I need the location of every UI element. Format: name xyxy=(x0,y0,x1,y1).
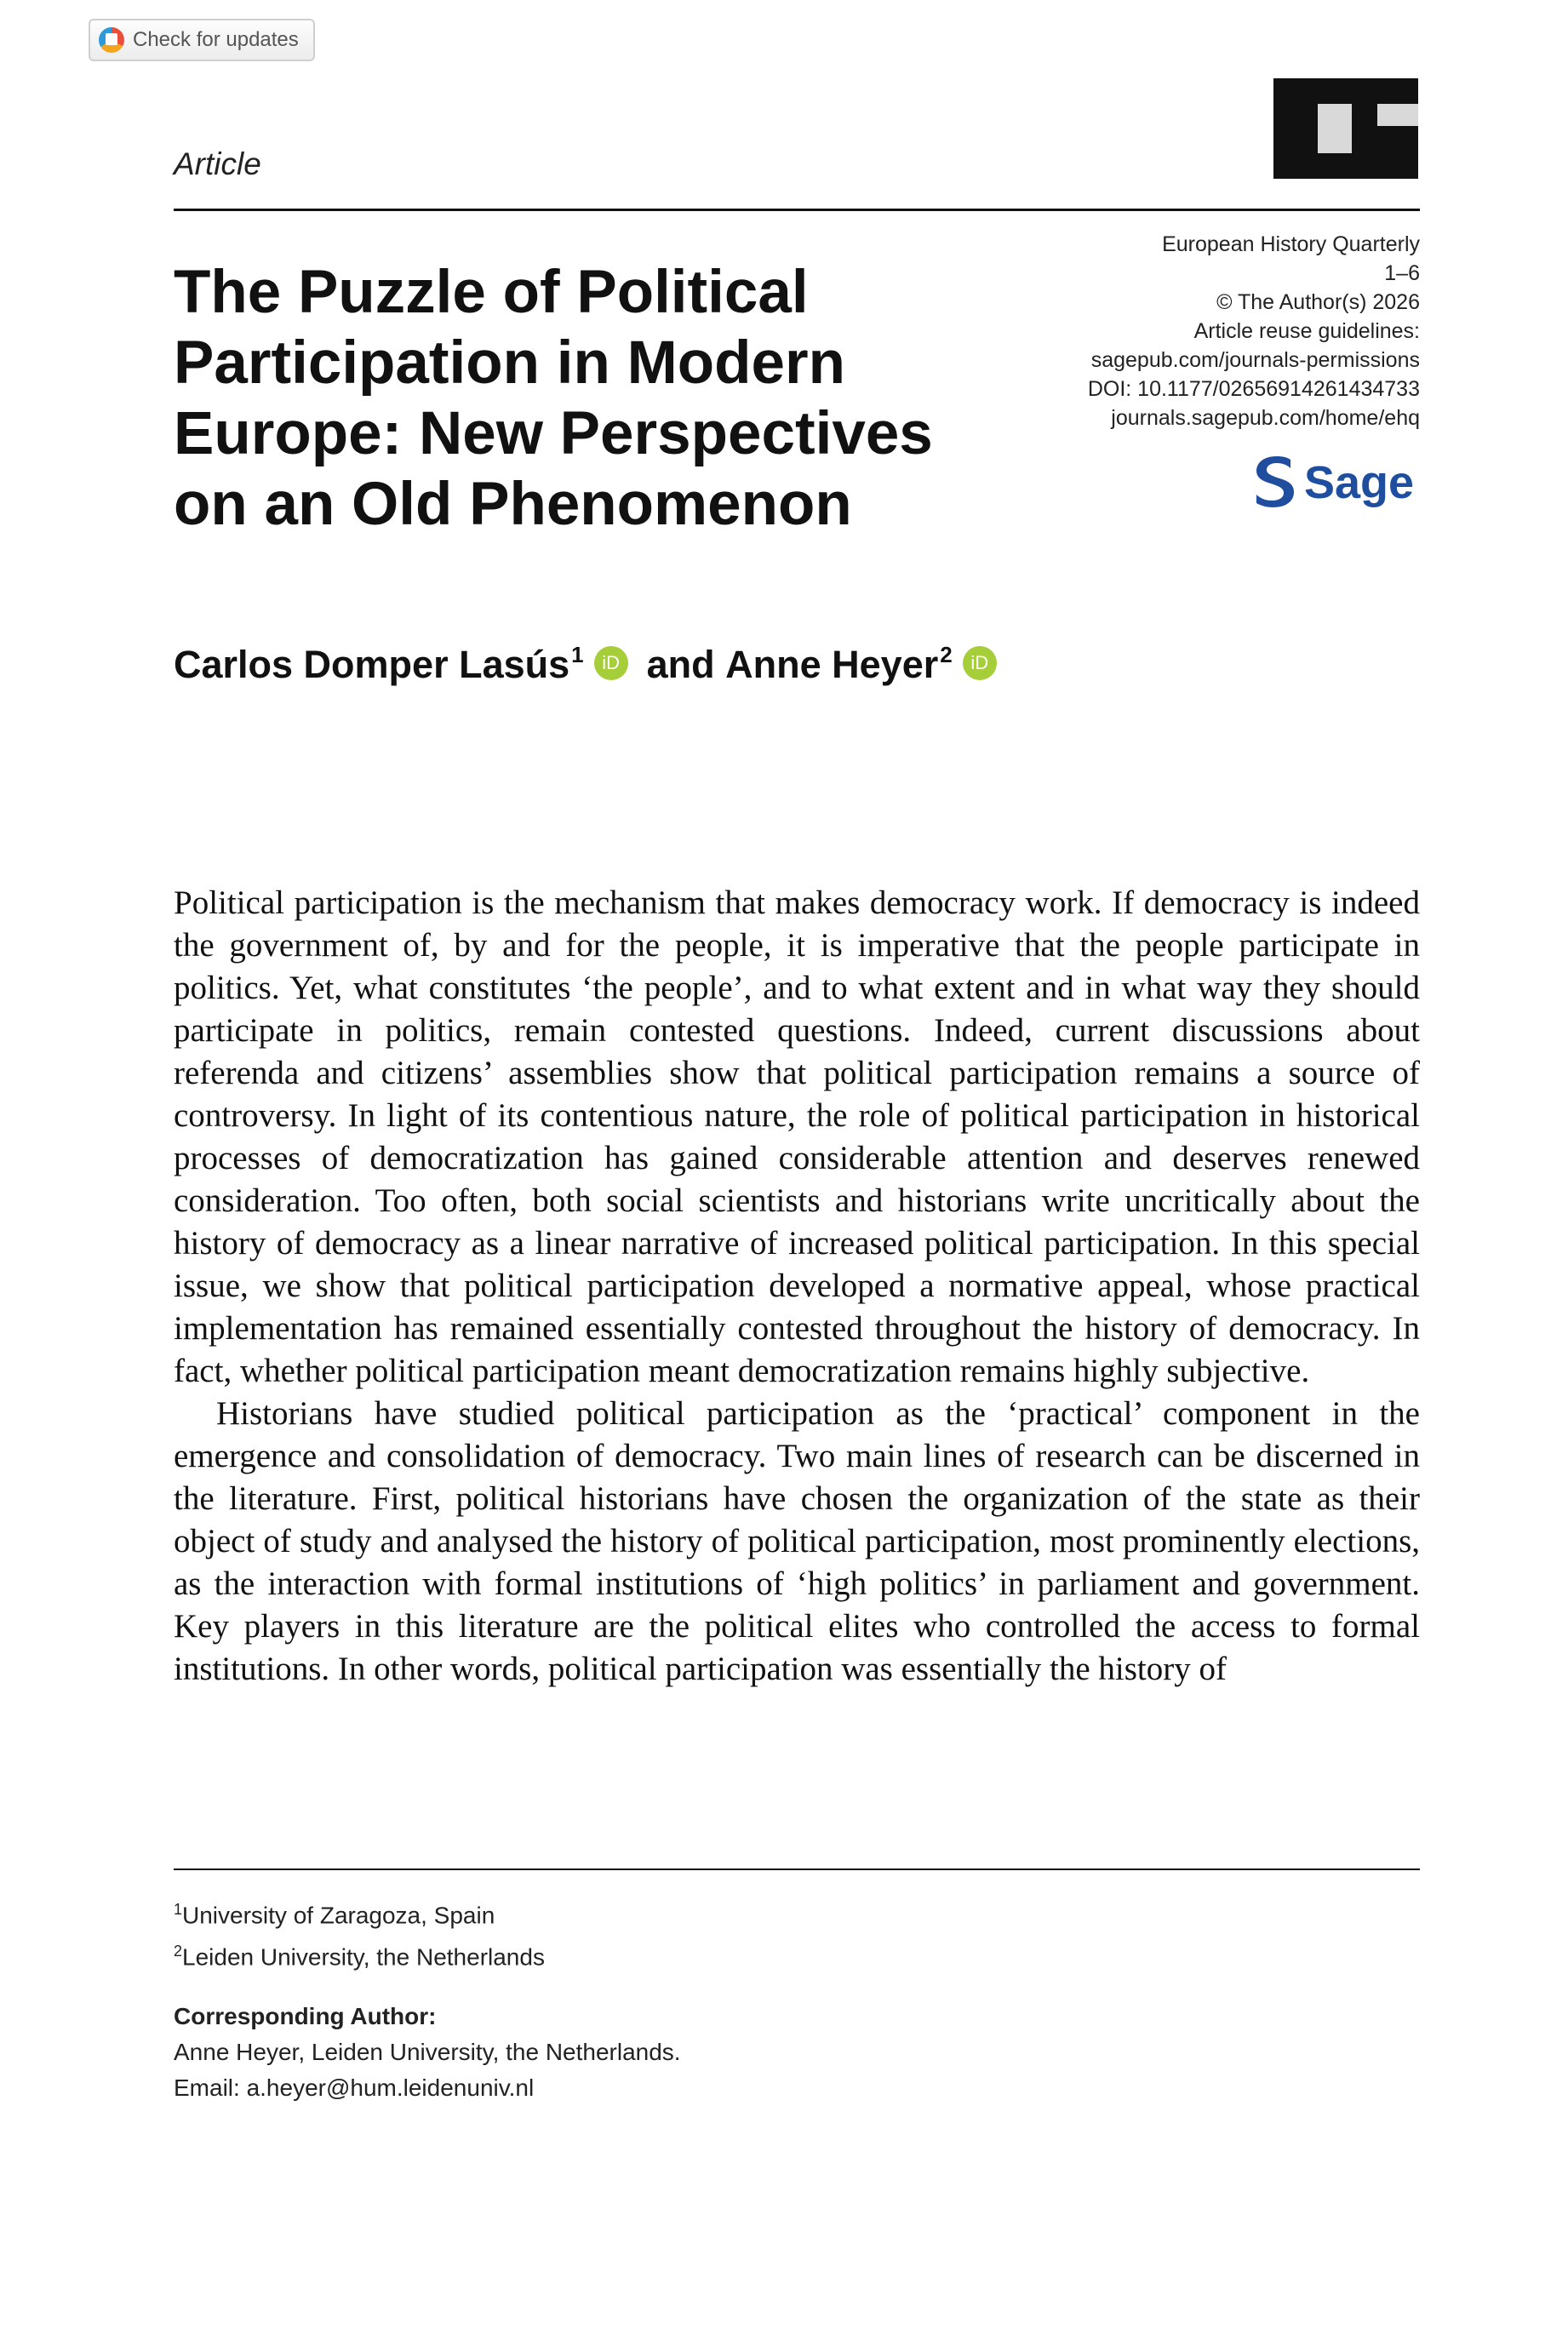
affiliation-item xyxy=(174,1933,545,1975)
author-connector: and xyxy=(646,643,715,686)
affiliation-text: Leiden University, the Netherlands xyxy=(182,1943,545,1971)
article-type-label: Article xyxy=(174,146,261,181)
header-rule xyxy=(174,209,1420,211)
corresponding-email[interactable]: Email: a.heyer@hum.leidenuniv.nl xyxy=(174,2074,535,2101)
body-paragraph: Political participation is the mechanism that makes democracy work. If democracy is indeed the government of, by and for the people, it is imperative that the people participate in politics. Yet, what constitutes ‘the people’, and to what extent and in what way they should participate in politics, remain contested questions. Indeed, current discussions about referenda and citizens’ assemblies show that political participation remains a source of controversy. In light of its contentious nature, the role of political participation in historical processes of democratization has gained considerable attention and deserves renewed consideration. Too often, both social scientists and historians write uncritically about the history of democracy as a linear narrative of increased political participation. In this special issue, we show that political participation developed a normative appeal, whose practical implementation has remained essentially contested throughout the history of democracy. In fact, whether political participation meant democratization remains highly subjective. xyxy=(174,884,1420,1389)
check-for-updates-label: Check for updates xyxy=(133,28,299,51)
sage-wordmark: Sage xyxy=(1304,457,1415,508)
affiliation-sup: 1 xyxy=(174,1901,183,1918)
doi[interactable]: DOI: 10.1177/02656914261434733 xyxy=(1087,377,1420,401)
affiliation-text: University of Zaragoza, Spain xyxy=(182,1902,495,1929)
copyright: © The Author(s) 2026 xyxy=(1216,290,1420,314)
orcid-icon[interactable]: iD xyxy=(963,646,997,680)
journal-link[interactable]: journals.sagepub.com/home/ehq xyxy=(1111,406,1420,430)
author-name-2: Anne Heyer xyxy=(725,643,939,686)
journal-name: European History Quarterly xyxy=(1162,232,1420,256)
sage-logo-icon xyxy=(1251,449,1422,509)
author-name-1: Carlos Domper Lasús xyxy=(174,643,570,686)
reuse-link[interactable]: sagepub.com/journals-permissions xyxy=(1090,348,1420,372)
crossmark-icon xyxy=(99,27,124,53)
journal-meta xyxy=(1088,230,1420,432)
journal-logo-icon xyxy=(1273,78,1420,179)
page-range: 1–6 xyxy=(1384,261,1420,285)
author-line xyxy=(174,643,997,687)
footnote-rule xyxy=(174,1868,1420,1870)
check-for-updates-button[interactable] xyxy=(89,19,315,61)
article-title: The Puzzle of Political Participation in Modern Europe: New Perspectives on an Old Phenomenon xyxy=(174,259,933,538)
reuse-label: Article reuse guidelines: xyxy=(1193,319,1420,343)
body-paragraph: Historians have studied political participation as the ‘practical’ component in the emergence and consolidation of democracy. Two main lines of research can be discerned in the literature. First, political historians have chosen the organization of the state as their object of study and analysed the history of political participation, most prominently elections, as the interaction with formal institutions of ‘high politics’ in parliament and government. Key players in this literature are the political elites who controlled the access to formal institutions. In other words, political participation was essentially the history of xyxy=(174,1395,1420,1687)
article-body xyxy=(174,882,1420,1691)
affiliation-item xyxy=(174,1891,545,1933)
author-affil-sup-2: 2 xyxy=(940,641,953,667)
affiliations xyxy=(174,1891,545,1976)
corresponding-name: Anne Heyer, Leiden University, the Netherlands. xyxy=(174,2039,681,2065)
orcid-icon[interactable]: iD xyxy=(594,646,628,680)
affiliation-sup: 2 xyxy=(174,1943,183,1960)
corresponding-author xyxy=(174,1999,681,2106)
corresponding-heading: Corresponding Author: xyxy=(174,2003,437,2029)
author-affil-sup-1: 1 xyxy=(571,641,584,667)
